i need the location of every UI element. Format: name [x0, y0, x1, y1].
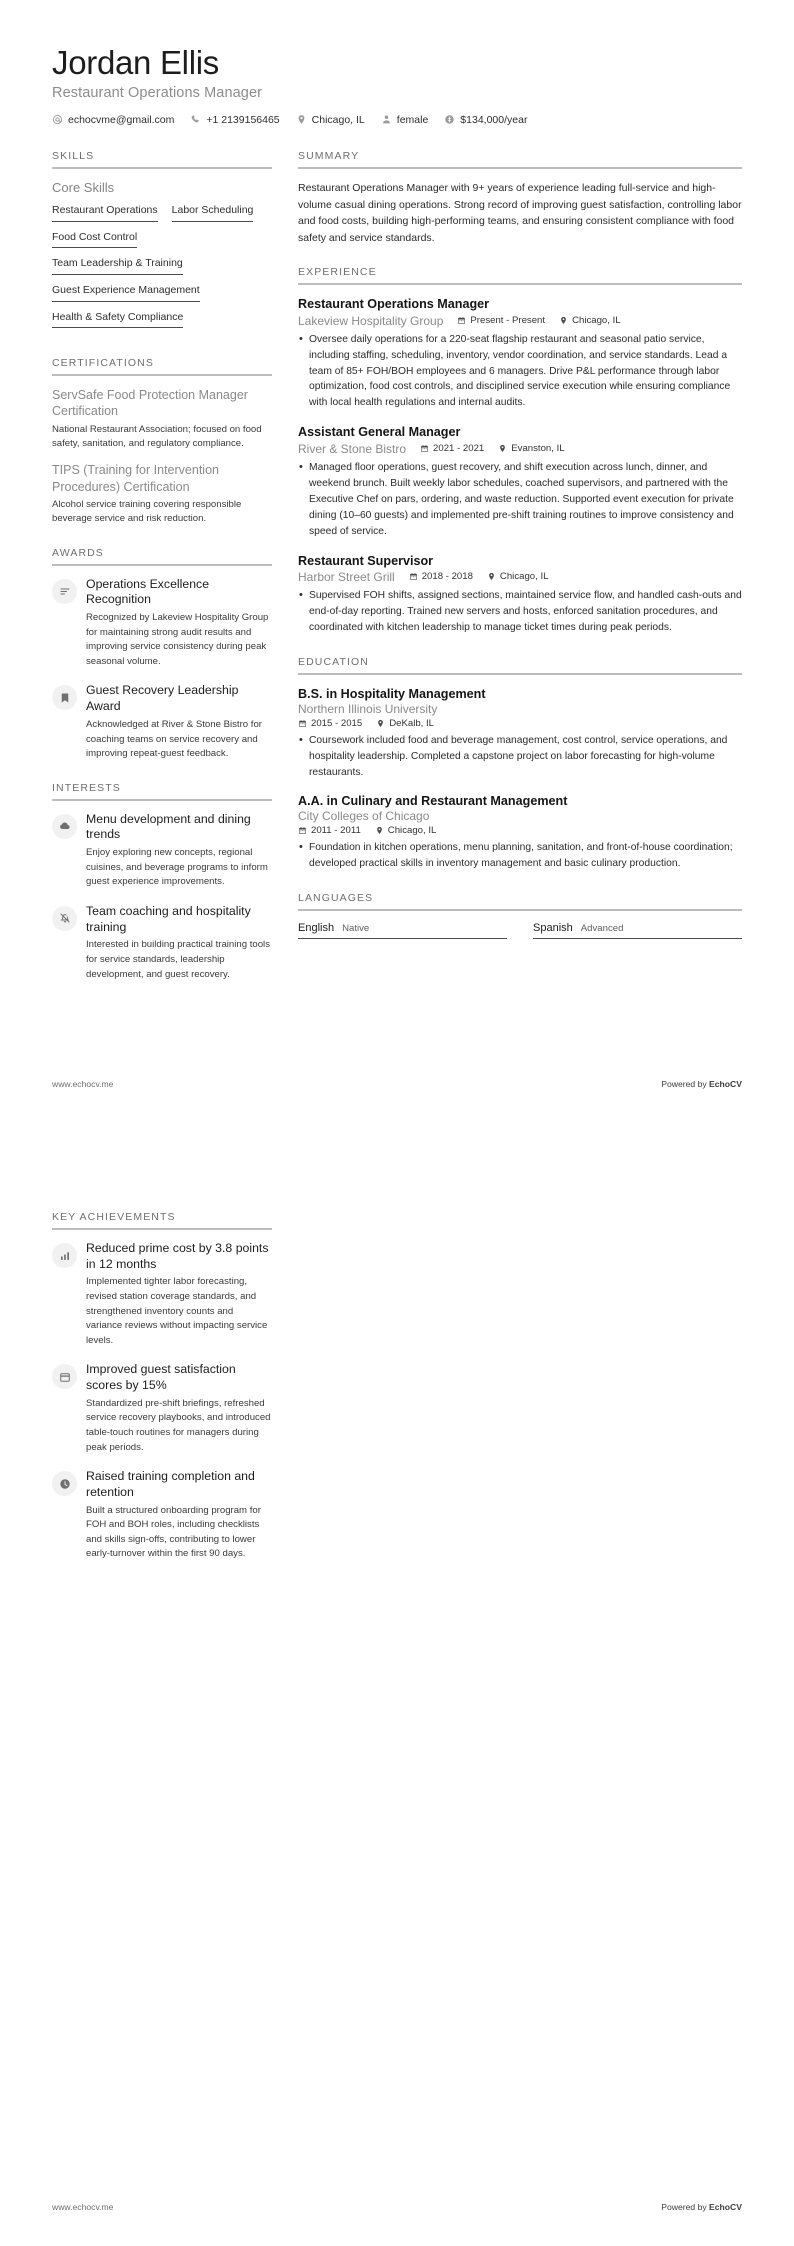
- divider: [52, 167, 272, 169]
- experience-bullets: [298, 460, 742, 540]
- language-level: Native: [342, 923, 370, 935]
- location-icon: [498, 444, 507, 453]
- footer-brand-name: EchoCV: [709, 1079, 742, 1089]
- interest-desc: Interested in building practical training tools for service standards, leadership development, and guest recovery.: [86, 939, 270, 980]
- right-column: [298, 150, 742, 959]
- calendar-icon: [420, 444, 429, 453]
- language-name: Spanish: [533, 922, 573, 935]
- bookmark-icon: [52, 685, 77, 710]
- divider: [52, 564, 272, 566]
- section-awards: [52, 547, 272, 762]
- education-bullets: [298, 733, 742, 781]
- footer-powered-prefix: Powered by: [661, 2202, 710, 2212]
- certification-name: TIPS (Training for Intervention Procedures) Certification: [52, 463, 219, 494]
- divider: [52, 374, 272, 376]
- skill-tag: Health & Safety Compliance: [52, 311, 183, 329]
- resume-body-page2: [52, 1211, 742, 1582]
- certification-name: ServSafe Food Protection Manager Certification: [52, 388, 248, 419]
- footer-website[interactable]: www.echocv.me: [52, 1079, 114, 1089]
- left-column: [52, 150, 272, 1002]
- location-icon: [296, 114, 307, 125]
- skill-group-title: Core Skills: [52, 179, 115, 195]
- contact-email[interactable]: [52, 114, 174, 126]
- education-location: [375, 825, 437, 836]
- contact-gender-value: female: [396, 113, 429, 126]
- divider: [298, 909, 742, 911]
- education-bullets: [298, 840, 742, 872]
- contact-gender[interactable]: [381, 114, 429, 126]
- location-icon: [487, 572, 496, 581]
- award-item: [52, 683, 272, 761]
- location-icon: [376, 719, 385, 728]
- achievement-title: Reduced prime cost by 3.8 points in 12 months: [86, 1241, 269, 1271]
- experience-company: Lakeview Hospitality Group: [298, 313, 444, 328]
- bullet: • Oversee daily operations for a 220-seat flagship restaurant and seasonal patio service, including staffing, scheduling, inventory, vendor coordination, and service standards. Lead a team of 85+ FOH/BOH employees and 6 managers. Drive P&L performance through labor optimization, food cost controls, and disciplined service execution while ensuring compliance with local health regulations and internal audits.: [298, 332, 742, 412]
- experience-item: [298, 553, 742, 636]
- education-dates: [298, 825, 361, 836]
- experience-dates-value: Present - Present: [470, 315, 546, 327]
- experience-role: Restaurant Operations Manager: [298, 297, 490, 312]
- person-icon: [381, 114, 392, 125]
- award-desc: Acknowledged at River & Stone Bistro for coaching teams on service recovery and improving repeat-guest feedback.: [86, 718, 262, 760]
- interest-item: [52, 904, 272, 982]
- calendar-icon: [298, 826, 307, 835]
- experience-item: [298, 424, 742, 539]
- page-title: Jordan Ellis: [52, 44, 219, 81]
- education-dates: [298, 718, 362, 729]
- resume-header: [52, 44, 742, 126]
- section-summary: [298, 150, 742, 246]
- experience-location-value: Evanston, IL: [511, 443, 565, 455]
- section-experience: [298, 266, 742, 635]
- achievement-desc: Built a structured onboarding program for FOH and BOH roles, including checklists and skills sign-offs, contributing to lower early-turnover within the first 90 days.: [86, 1504, 261, 1560]
- location-icon: [559, 316, 568, 325]
- achievement-item: [52, 1469, 272, 1562]
- skill-tag: Restaurant Operations: [52, 204, 158, 222]
- divider: [52, 799, 272, 801]
- section-title-summary: SUMMARY: [298, 149, 360, 162]
- clock-icon: [52, 1471, 77, 1496]
- divider: [52, 1228, 272, 1230]
- section-title-experience: EXPERIENCE: [298, 266, 377, 279]
- experience-company: River & Stone Bistro: [298, 441, 407, 456]
- certification-item: [52, 462, 272, 526]
- achievement-item: [52, 1362, 272, 1455]
- education-school: City Colleges of Chicago: [298, 809, 430, 824]
- section-key-achievements: [52, 1211, 272, 1562]
- section-title-key-achievements: KEY ACHIEVEMENTS: [52, 1211, 176, 1223]
- experience-location-value: Chicago, IL: [572, 315, 621, 327]
- achievement-title: Raised training completion and retention: [86, 1469, 255, 1499]
- divider: [298, 673, 742, 675]
- section-title-certifications: CERTIFICATIONS: [52, 357, 154, 370]
- interest-item: [52, 812, 272, 890]
- education-degree: A.A. in Culinary and Restaurant Management: [298, 793, 568, 808]
- section-title-interests: INTERESTS: [52, 781, 121, 794]
- award-title: Operations Excellence Recognition: [86, 576, 210, 607]
- bullet: • Supervised FOH shifts, assigned sections, maintained service flow, and handled cash-outs and end-of-day reporting. Trained new servers and hosts, enforced sanitation procedures, and coordinated with kitchen leadership to manage ticket times during peak periods.: [298, 588, 742, 636]
- education-item: [298, 686, 742, 781]
- calendar-icon: [457, 316, 466, 325]
- experience-dates: [409, 571, 473, 582]
- cloud-icon: [52, 814, 77, 839]
- contact-row: [52, 114, 742, 126]
- experience-location: [498, 443, 564, 454]
- experience-item: [298, 296, 742, 411]
- contact-phone-value: +1 2139156465: [206, 113, 280, 126]
- experience-role: Restaurant Supervisor: [298, 553, 434, 568]
- email-icon: [52, 114, 63, 125]
- section-certifications: [52, 357, 272, 527]
- experience-location: [487, 571, 549, 582]
- achievement-desc: Standardized pre-shift briefings, refreshed service recovery playbooks, and introduced table-touch routines for managers during peak periods.: [86, 1397, 271, 1453]
- summary-text: Restaurant Operations Manager with 9+ years of experience leading full-service and high-volume casual dining operations. Strong record of improving guest satisfaction, controlling labor and food costs, building high-performing teams, and ensuring consistent compliance with food safety and service standards.: [298, 181, 742, 244]
- experience-dates: [420, 443, 484, 454]
- bullet: • Coursework included food and beverage management, cost control, service operations, and hospitality leadership. Completed a capstone project on labor forecasting for high-volume restaurants.: [298, 733, 742, 781]
- bar-chart-icon: [52, 1243, 77, 1268]
- award-item: [52, 577, 272, 670]
- language-list: [298, 922, 742, 939]
- footer-website[interactable]: www.echocv.me: [52, 2202, 114, 2212]
- bullet: • Foundation in kitchen operations, menu planning, sanitation, and front-of-house coordination; developed practical skills in inventory management and basic culinary production.: [298, 840, 742, 872]
- section-skills: [52, 150, 272, 337]
- calendar-icon: [298, 719, 307, 728]
- calendar-icon: [409, 572, 418, 581]
- experience-role: Assistant General Manager: [298, 425, 461, 440]
- interest-desc: Enjoy exploring new concepts, regional cuisines, and beverage programs to inform guest experience improvements.: [86, 847, 268, 888]
- page-footer: [52, 1079, 742, 1089]
- salary-icon: [444, 114, 455, 125]
- bullet: • Managed floor operations, guest recovery, and shift execution across lunch, dinner, and weekend brunch. Built weekly labor schedules, coached supervisors, and partnered with the Executive Chef on pars, ordering, and waste reduction. Supported event execution for private dining (10–60 guests) and implemented pre-shift training routines to improve consistency and speed of service.: [298, 460, 742, 540]
- section-title-skills: SKILLS: [52, 149, 95, 162]
- list-icon: [52, 579, 77, 604]
- interest-title: Team coaching and hospitality training: [86, 903, 251, 934]
- bell-off-icon: [52, 906, 77, 931]
- education-dates-value: 2015 - 2015: [311, 718, 363, 730]
- section-title-awards: AWARDS: [52, 546, 104, 559]
- experience-location-value: Chicago, IL: [499, 571, 549, 583]
- section-education: [298, 656, 742, 872]
- contact-salary-value: $134,000/year: [460, 113, 528, 126]
- footer-powered-prefix: Powered by: [661, 1079, 710, 1089]
- divider: [298, 167, 742, 169]
- language-item: [298, 922, 507, 939]
- section-title-languages: LANGUAGES: [298, 892, 374, 905]
- resume-page-2: [0, 1123, 794, 2246]
- contact-salary[interactable]: [444, 114, 527, 126]
- resume-body: [52, 150, 742, 1002]
- section-interests: [52, 782, 272, 982]
- education-school: Northern Illinois University: [298, 702, 438, 717]
- skill-tag: Labor Scheduling: [172, 204, 254, 222]
- education-location: [376, 718, 434, 729]
- interest-title: Menu development and dining trends: [86, 811, 251, 842]
- footer-brand: [661, 1079, 742, 1089]
- location-icon: [375, 826, 384, 835]
- contact-email-value: echocvme@gmail.com: [68, 113, 175, 126]
- experience-bullets: [298, 332, 742, 412]
- contact-phone[interactable]: [190, 114, 279, 126]
- skill-tag: Food Cost Control: [52, 231, 137, 249]
- language-name: English: [298, 922, 335, 935]
- footer-brand-name: EchoCV: [709, 2202, 742, 2212]
- language-level: Advanced: [580, 923, 624, 935]
- achievement-desc: Implemented tighter labor forecasting, revised station coverage standards, and strengthened inventory counts and variance reviews without impacting service levels.: [86, 1276, 268, 1346]
- experience-dates: [457, 315, 545, 326]
- skill-tag-list: [52, 204, 272, 337]
- skill-tag: Team Leadership & Training: [52, 257, 183, 275]
- contact-location[interactable]: [296, 114, 365, 126]
- job-title: Restaurant Operations Manager: [52, 84, 263, 101]
- education-dates-value: 2011 - 2011: [311, 825, 361, 837]
- experience-dates-value: 2018 - 2018: [421, 571, 473, 583]
- calendar-icon: [52, 1364, 77, 1389]
- contact-location-value: Chicago, IL: [311, 113, 365, 126]
- left-column-page2: [52, 1211, 272, 1582]
- experience-location: [559, 315, 621, 326]
- certification-desc: National Restaurant Association; focused on food safety, sanitation, and regulatory compliance.: [52, 423, 262, 450]
- achievement-item: [52, 1241, 272, 1348]
- certification-item: [52, 387, 272, 451]
- education-location-value: DeKalb, IL: [389, 718, 435, 730]
- education-degree: B.S. in Hospitality Management: [298, 686, 486, 701]
- footer-brand: [661, 2202, 742, 2212]
- award-title: Guest Recovery Leadership Award: [86, 683, 239, 714]
- experience-bullets: [298, 588, 742, 636]
- language-item: [533, 922, 742, 939]
- section-title-education: EDUCATION: [298, 655, 369, 668]
- education-location-value: Chicago, IL: [387, 825, 437, 837]
- achievement-title: Improved guest satisfaction scores by 15%: [86, 1362, 236, 1393]
- experience-company: Harbor Street Grill: [298, 569, 395, 584]
- phone-icon: [190, 114, 201, 125]
- experience-dates-value: 2021 - 2021: [433, 443, 485, 455]
- education-item: [298, 793, 742, 872]
- certification-desc: Alcohol service training covering responsible beverage service and risk reduction.: [52, 498, 242, 525]
- skill-tag: Guest Experience Management: [52, 284, 200, 302]
- page-footer: [52, 2202, 742, 2212]
- divider: [298, 283, 742, 285]
- award-desc: Recognized by Lakeview Hospitality Group for maintaining strong audit results and improving service consistency during peak seasonal volume.: [86, 612, 269, 667]
- section-languages: [298, 892, 742, 939]
